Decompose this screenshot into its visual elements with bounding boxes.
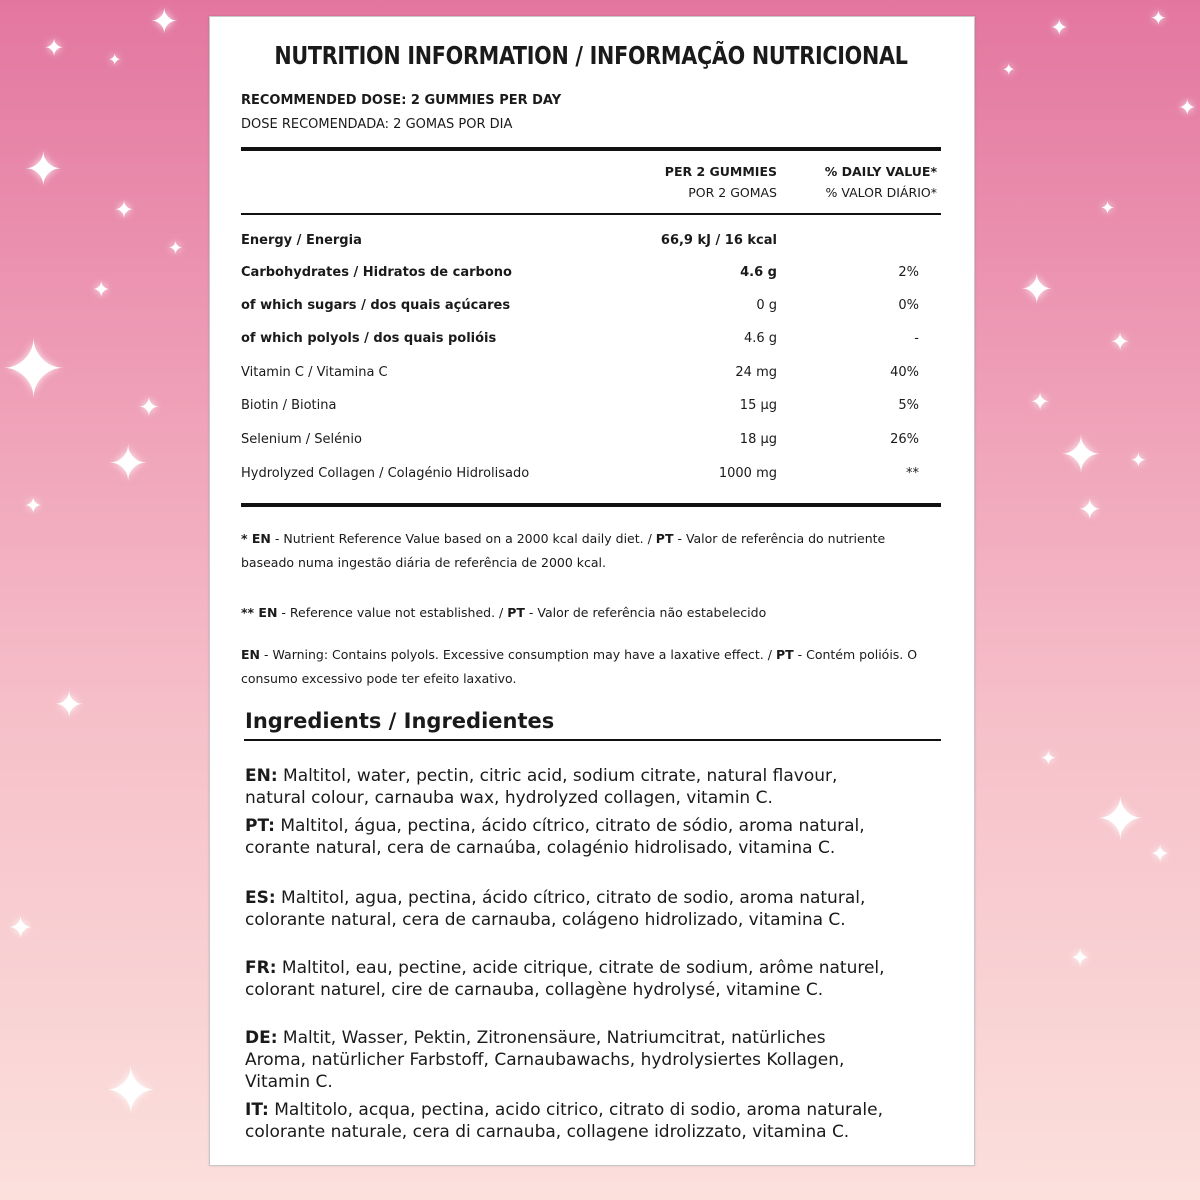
sparkle-icon: ✦ (44, 34, 65, 62)
nutrient-daily-value: ** (906, 466, 919, 481)
sparkle-icon: ✦ (1150, 6, 1167, 30)
sparkle-icon: ✦ (1100, 198, 1116, 219)
recommended-dose-en: RECOMMENDED DOSE: 2 GUMMIES PER DAY (241, 93, 562, 108)
footnote-warning (241, 643, 941, 691)
table-row (241, 233, 941, 253)
table-row (241, 466, 941, 486)
nutrition-label-card (209, 16, 975, 1166)
footnote-warning-pt: - Contém polióis. O consumo excessivo pode ter efeito laxativo. (241, 647, 918, 686)
table-bottom-rule (241, 503, 941, 507)
sparkle-icon: ✦ (1078, 493, 1102, 526)
per-serving-header-pt: POR 2 GOMAS (688, 185, 777, 200)
sparkle-icon: ✦ (1130, 448, 1147, 472)
footnote-ne-prefix: ** EN (241, 605, 278, 620)
sparkle-icon: ✦ (8, 911, 34, 946)
nutrient-amount: 66,9 kJ / 16 kcal (660, 233, 777, 248)
sparkle-icon: ✦ (1040, 746, 1057, 770)
daily-value-header-pt: % VALOR DIÁRIO* (825, 185, 937, 200)
sparkle-icon: ✦ (150, 2, 179, 42)
nutrient-daily-value: 2% (898, 265, 919, 280)
ingredients-fr (245, 957, 885, 1001)
table-row (241, 298, 941, 318)
ingredients-text: Maltit, Wasser, Pektin, Zitronensäure, Natriumcitrat, natürliches Aroma, natürlicher Farbstoff, Carnaubawachs, hydrolysiertes Kollagen, Vitamin C. (245, 1028, 845, 1092)
per-serving-header-en: PER 2 GUMMIES (664, 164, 777, 179)
footnote-not-established (241, 601, 941, 625)
nutrient-name: Energy / Energia (241, 233, 362, 248)
footnote-warning-en: - Warning: Contains polyols. Excessive consumption may have a laxative effect. / (260, 647, 776, 662)
sparkle-icon: ✦ (138, 393, 160, 423)
sparkle-icon: ✦ (114, 196, 135, 224)
nutrient-daily-value: 26% (890, 432, 919, 447)
nutrient-amount: 1000 mg (718, 466, 777, 481)
nutrient-name: Selenium / Selénio (241, 432, 362, 447)
sparkle-icon: ✦ (24, 494, 43, 519)
sparkle-icon: ✦ (1060, 426, 1102, 484)
footnote-warning-pt-tag: PT (775, 647, 794, 662)
nutrient-daily-value: 40% (890, 365, 919, 380)
table-row (241, 398, 941, 418)
nutrient-name: of which polyols / dos quais polióis (241, 331, 497, 346)
ingredients-lang-label: FR: (245, 958, 277, 978)
ingredients-en (245, 765, 885, 809)
ingredients-es (245, 887, 885, 931)
ingredients-lang-label: IT: (245, 1100, 269, 1120)
nutrient-amount: 15 μg (739, 398, 777, 413)
ingredients-lang-label: ES: (245, 888, 276, 908)
table-row (241, 265, 941, 285)
nutrient-amount: 24 mg (735, 365, 777, 380)
sparkle-icon: ✦ (92, 278, 111, 303)
footnote-nrv-prefix: * EN (241, 531, 271, 546)
ingredients-text: Maltitol, water, pectin, citric acid, sodium citrate, natural flavour, natural colour, carnauba wax, hydrolyzed collagen, vitamin C. (245, 766, 838, 808)
nutrient-daily-value: - (914, 331, 919, 346)
table-row (241, 432, 941, 452)
ingredients-pt (245, 815, 885, 859)
sparkle-icon: ✦ (1070, 944, 1091, 972)
sparkle-icon: ✦ (1178, 96, 1197, 121)
sparkle-icon: ✦ (0, 323, 68, 416)
footnote-ne-en: - Reference value not established. / (277, 605, 508, 620)
nutrient-daily-value: 5% (898, 398, 919, 413)
recommended-dose-pt: DOSE RECOMENDADA: 2 GOMAS POR DIA (241, 117, 513, 132)
sparkle-icon: ✦ (108, 50, 122, 69)
ingredients-lang-label: EN: (245, 766, 278, 786)
sparkle-icon: ✦ (1050, 16, 1069, 41)
footnote-nrv (241, 527, 941, 575)
ingredients-text: Maltitolo, acqua, pectina, acido citrico, citrato di sodio, aroma naturale, colorante naturale, cera di carnauba, collagene idrolizzato, vitamina C. (245, 1100, 883, 1142)
sparkle-icon: ✦ (168, 238, 184, 259)
ingredients-lang-label: DE: (245, 1028, 278, 1048)
ingredients-it (245, 1099, 885, 1143)
nutrient-name: Vitamin C / Vitamina C (241, 365, 388, 380)
nutrient-name: of which sugars / dos quais açúcares (241, 298, 511, 313)
table-top-rule (241, 147, 941, 151)
sparkle-icon: ✦ (24, 142, 63, 196)
sparkle-icon: ✦ (1150, 840, 1171, 868)
footnote-nrv-pt-tag: PT (655, 531, 674, 546)
sparkle-icon: ✦ (1020, 267, 1054, 313)
sparkle-icon: ✦ (54, 685, 85, 726)
ingredients-rule (244, 739, 941, 741)
nutrient-name: Biotin / Biotina (241, 398, 337, 413)
footnote-ne-pt: - Valor de referência não estabelecido (524, 605, 767, 620)
ingredients-text: Maltitol, eau, pectine, acide citrique, citrate de sodium, arôme naturel, colorant naturel, cire de carnauba, collagène hydrolysé, vitamine C. (245, 958, 885, 1000)
ingredients-text: Maltitol, agua, pectina, ácido cítrico, citrato de sodio, aroma natural, colorante natural, cera de carnauba, colágeno hidrolizado, vitamina C. (245, 888, 866, 930)
nutrient-amount: 4.6 g (740, 265, 777, 280)
nutrient-amount: 18 μg (739, 432, 777, 447)
ingredients-lang-label: PT: (245, 816, 275, 836)
nutrient-name: Hydrolyzed Collagen / Colagénio Hidrolisado (241, 466, 530, 481)
footnote-nrv-pt: - Valor de referência do nutriente baseado numa ingestão diária de referência de 2000 kcal. (241, 531, 886, 570)
sparkle-icon: ✦ (1096, 785, 1145, 853)
ingredients-title: Ingredients / Ingredientes (245, 709, 555, 733)
sparkle-icon: ✦ (1030, 388, 1051, 416)
footnote-nrv-en: - Nutrient Reference Value based on a 2000 kcal daily diet. / (270, 531, 656, 546)
footnote-warning-prefix: EN (241, 647, 261, 662)
sparkle-icon: ✦ (1110, 328, 1131, 356)
nutrient-name: Carbohydrates / Hidratos de carbono (241, 265, 512, 280)
table-row (241, 365, 941, 385)
header-rule (241, 213, 941, 215)
label-title: NUTRITION INFORMATION / INFORMAÇÃO NUTRICIONAL (274, 41, 908, 70)
sparkle-icon: ✦ (104, 1055, 158, 1129)
sparkle-icon: ✦ (1002, 60, 1016, 79)
nutrient-daily-value: 0% (898, 298, 919, 313)
sparkle-icon: ✦ (108, 436, 149, 492)
table-row (241, 331, 941, 351)
ingredients-de (245, 1027, 885, 1093)
daily-value-header (825, 161, 937, 203)
nutrient-amount: 0 g (756, 298, 777, 313)
footnote-ne-pt-tag: PT (507, 605, 525, 620)
daily-value-header-en: % DAILY VALUE* (824, 164, 937, 179)
nutrient-amount: 4.6 g (743, 331, 777, 346)
per-serving-header (665, 161, 777, 203)
ingredients-text: Maltitol, água, pectina, ácido cítrico, citrato de sódio, aroma natural, corante natural, cera de carnaúba, colagénio hidrolisado, vitamina C. (245, 816, 865, 858)
